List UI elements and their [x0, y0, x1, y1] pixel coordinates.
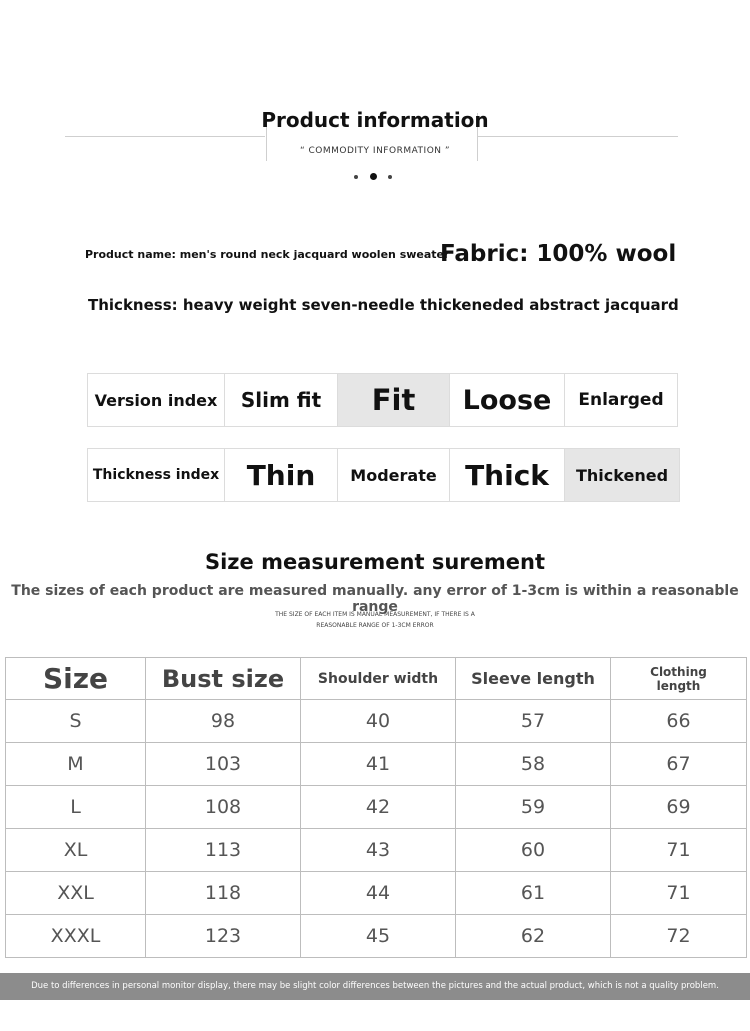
size-cell: M	[6, 743, 146, 786]
version-option-fit: Fit	[338, 374, 450, 427]
thickness-option-thick: Thick	[450, 449, 565, 502]
sleeve-cell: 57	[456, 700, 611, 743]
carousel-dot	[354, 175, 358, 179]
shoulder-cell: 44	[301, 872, 456, 915]
table-row	[6, 915, 747, 958]
bust-cell: 123	[146, 915, 301, 958]
thickness-index-table	[87, 448, 680, 502]
shoulder-cell: 42	[301, 786, 456, 829]
header-right-rule	[478, 136, 678, 137]
size-small-note-2: REASONABLE RANGE OF 1-3CM ERROR	[316, 622, 434, 629]
size-header-size: Size	[6, 658, 146, 700]
thickness-index-label: Thickness index	[88, 449, 225, 502]
shoulder-cell: 41	[301, 743, 456, 786]
size-cell: XL	[6, 829, 146, 872]
bust-cell: 98	[146, 700, 301, 743]
thickness-info: Thickness: heavy weight seven-needle thickeneded abstract jacquard	[88, 296, 679, 314]
size-section-note: The sizes of each product are measured manually. any error of 1-3cm is within a reasonable range	[11, 583, 739, 615]
size-cell: S	[6, 700, 146, 743]
sleeve-cell: 62	[456, 915, 611, 958]
header-left-rule	[65, 136, 265, 137]
size-cell: XXXL	[6, 915, 146, 958]
table-row	[6, 786, 747, 829]
sleeve-cell: 60	[456, 829, 611, 872]
version-option-enlarged: Enlarged	[565, 374, 678, 427]
table-row	[6, 743, 747, 786]
sleeve-cell: 59	[456, 786, 611, 829]
thickness-option-thickened: Thickened	[565, 449, 680, 502]
length-cell: 71	[611, 829, 747, 872]
version-index-label: Version index	[88, 374, 225, 427]
size-cell: L	[6, 786, 146, 829]
size-header-shoulder: Shoulder width	[301, 658, 456, 700]
version-option-loose: Loose	[450, 374, 565, 427]
table-row	[6, 700, 747, 743]
shoulder-cell: 43	[301, 829, 456, 872]
bust-cell: 108	[146, 786, 301, 829]
sleeve-cell: 61	[456, 872, 611, 915]
table-row	[6, 872, 747, 915]
length-cell: 69	[611, 786, 747, 829]
size-header-clothing-length: Clothing length	[611, 658, 747, 700]
length-cell: 71	[611, 872, 747, 915]
page-title: Product information	[261, 108, 489, 132]
thickness-option-thin: Thin	[225, 449, 338, 502]
size-section-title: Size measurement surement	[204, 550, 546, 574]
sleeve-cell: 58	[456, 743, 611, 786]
product-name: Product name: men's round neck jacquard woolen sweater	[85, 248, 450, 261]
shoulder-cell: 45	[301, 915, 456, 958]
length-cell: 66	[611, 700, 747, 743]
version-option-slim-fit: Slim fit	[225, 374, 338, 427]
bust-cell: 103	[146, 743, 301, 786]
shoulder-cell: 40	[301, 700, 456, 743]
length-cell: 67	[611, 743, 747, 786]
size-header-sleeve: Sleeve length	[456, 658, 611, 700]
size-table	[5, 657, 747, 958]
length-cell: 72	[611, 915, 747, 958]
version-index-table	[87, 373, 678, 427]
table-row	[6, 829, 747, 872]
carousel-dot-active	[370, 173, 377, 180]
disclaimer-footer: Due to differences in personal monitor display, there may be slight color differences between the pictures and the actual product, which is not a quality problem.	[0, 973, 750, 1000]
fabric-info: Fabric: 100% wool	[440, 241, 677, 267]
size-small-note-1: THE SIZE OF EACH ITEM IS MANUAL MEASUREMENT, IF THERE IS A	[275, 611, 475, 618]
page-subtitle: “ COMMODITY INFORMATION ”	[299, 146, 451, 156]
bust-cell: 118	[146, 872, 301, 915]
carousel-dot	[388, 175, 392, 179]
bust-cell: 113	[146, 829, 301, 872]
thickness-option-moderate: Moderate	[338, 449, 450, 502]
size-cell: XXL	[6, 872, 146, 915]
size-header-bust: Bust size	[146, 658, 301, 700]
